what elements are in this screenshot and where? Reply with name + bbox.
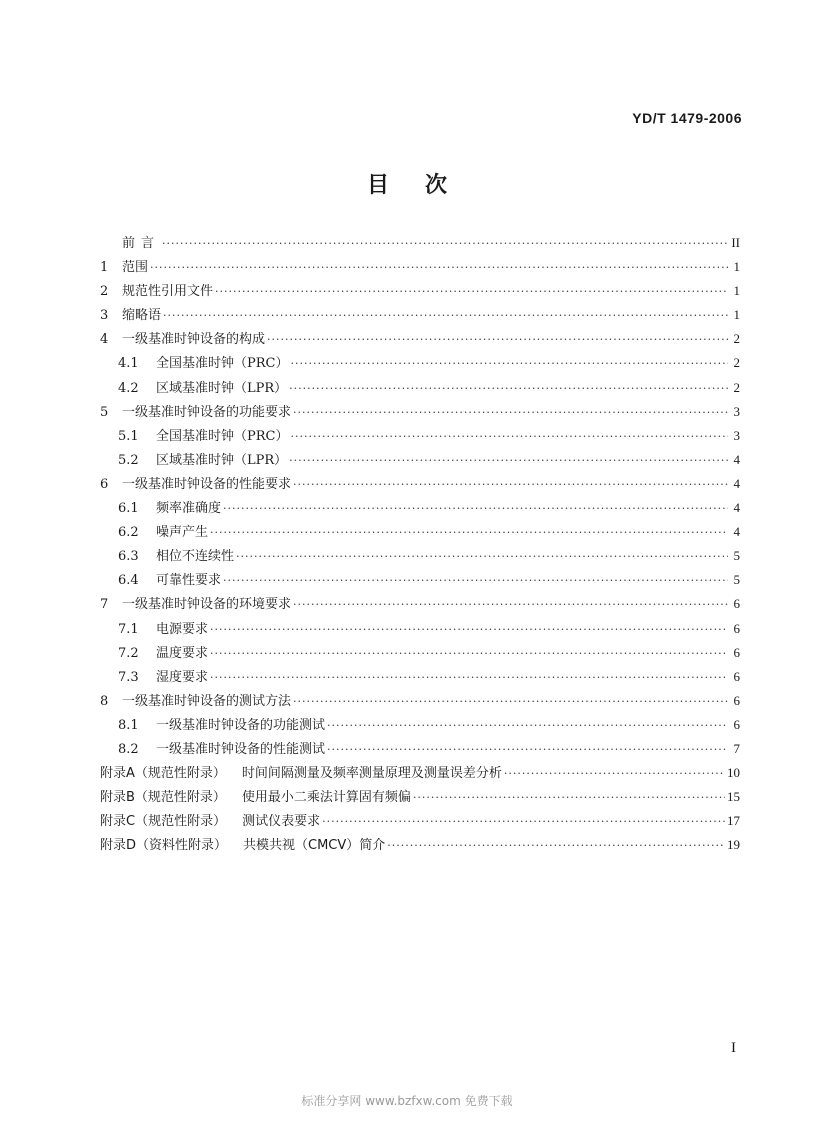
toc-appendix-entry[interactable] [100, 786, 740, 810]
appendix-label: 附录A（规范性附录） [100, 766, 226, 782]
toc-entry-label: 温度要求 [156, 645, 209, 661]
watermark-text: 标准分享网 www.bzfxw.com 免费下载 [301, 1094, 513, 1108]
toc-entry-label: 一级基准时钟设备的环境要求 [122, 597, 292, 613]
dot-leader [223, 574, 728, 587]
toc-entry-page: 6 [733, 620, 740, 636]
toc-entry-page: 2 [733, 331, 740, 347]
page-title: 目次 [366, 173, 483, 198]
toc-entry-page: 4 [733, 475, 740, 491]
toc-entry-page: 5 [733, 572, 740, 588]
toc-entry-label: 电源要求 [156, 621, 209, 637]
toc-entry-page: 1 [733, 283, 740, 299]
toc-entry[interactable] [100, 521, 740, 545]
dot-leader [413, 791, 725, 804]
toc-entry-number: 1 [100, 260, 109, 276]
toc-entry-number: 6.3 [118, 549, 139, 565]
dot-leader [293, 478, 728, 491]
toc-entry[interactable] [100, 618, 740, 642]
toc-entry-page: 6 [733, 692, 740, 708]
dot-leader [236, 550, 728, 563]
toc-entry-page: 3 [733, 403, 740, 419]
toc-entry-number: 2 [100, 284, 109, 300]
dot-leader [504, 767, 725, 780]
dot-leader [210, 526, 728, 539]
toc-entry[interactable] [100, 569, 740, 593]
toc-entry-number: 8.1 [118, 717, 139, 733]
toc-entry-page: 1 [733, 259, 740, 275]
toc-entry[interactable] [100, 425, 740, 449]
appendix-title: 使用最小二乘法计算固有频偏 [241, 790, 411, 806]
toc-entry-number: 5.1 [118, 428, 139, 444]
toc-entry-page: 4 [733, 500, 740, 516]
toc-entry-label: 全国基准时钟（PRC） [156, 428, 289, 444]
appendix-page: 19 [727, 837, 740, 853]
dot-leader [293, 598, 728, 611]
toc-entry-number: 4.2 [118, 380, 139, 396]
toc-entry[interactable] [100, 280, 740, 304]
toc-entry-page: 3 [733, 427, 740, 443]
appendix-title: 时间间隔测量及频率测量原理及测量误差分析 [241, 766, 502, 782]
toc-entry-label: 一级基准时钟设备的性能测试 [156, 741, 326, 757]
toc-entry-number: 7 [100, 597, 109, 613]
toc-entry[interactable] [100, 593, 740, 617]
toc-entry-label: 相位不连续性 [156, 549, 235, 565]
toc-entry-number: 8 [100, 693, 109, 709]
toc-entry-page: 2 [733, 379, 740, 395]
toc-entry[interactable] [100, 642, 740, 666]
appendix-page: 10 [727, 765, 740, 781]
toc-entry[interactable] [100, 738, 740, 762]
toc-entry-label: 全国基准时钟（PRC） [156, 356, 289, 372]
table-of-contents [100, 232, 740, 858]
toc-entry[interactable] [100, 377, 740, 401]
toc-entry-number: 7.3 [118, 669, 139, 685]
appendix-page: 17 [727, 813, 740, 829]
appendix-label: 附录B（规范性附录） [100, 790, 226, 806]
dot-leader [210, 647, 728, 660]
toc-appendix-entry[interactable] [100, 834, 740, 858]
toc-entry[interactable] [100, 401, 740, 425]
toc-entry-label: 可靠性要求 [156, 573, 222, 589]
toc-entry-label: 区域基准时钟（LPR） [156, 380, 288, 396]
toc-entry-label: 缩略语 [122, 308, 162, 324]
toc-appendix-entry[interactable] [100, 762, 740, 786]
toc-entry-label: 规范性引用文件 [122, 284, 214, 300]
toc-appendix-entry[interactable] [100, 810, 740, 834]
toc-entry-page: 6 [733, 668, 740, 684]
dot-leader [210, 671, 728, 684]
appendix-label: 附录C（规范性附录） [100, 814, 227, 830]
dot-leader [293, 406, 728, 419]
toc-entry[interactable] [100, 232, 740, 256]
toc-entry[interactable] [100, 328, 740, 352]
dot-leader [267, 333, 728, 346]
page-number: I [731, 1040, 736, 1056]
toc-entry-number: 5 [100, 404, 109, 420]
toc-entry-number: 4.1 [118, 356, 139, 372]
appendix-page: 15 [727, 789, 740, 805]
toc-entry-label: 噪声产生 [156, 525, 209, 541]
toc-entry-number: 7.2 [118, 645, 139, 661]
appendix-title: 测试仪表要求 [242, 814, 321, 830]
dot-leader [162, 237, 728, 250]
toc-entry-number: 5.2 [118, 452, 139, 468]
toc-entry-page: 6 [733, 596, 740, 612]
toc-entry-label: 湿度要求 [156, 669, 209, 685]
toc-entry-label: 频率准确度 [156, 501, 222, 517]
toc-entry-label: 一级基准时钟设备的构成 [122, 332, 266, 348]
standard-code: YD/T 1479-2006 [632, 110, 742, 126]
toc-entry-label: 区域基准时钟（LPR） [156, 452, 288, 468]
dot-leader [150, 261, 728, 274]
toc-entry-number: 6 [100, 476, 109, 492]
dot-leader [210, 623, 728, 636]
toc-entry-number: 3 [100, 308, 109, 324]
toc-entry-label: 一级基准时钟设备的测试方法 [122, 693, 292, 709]
toc-entry-page: 1 [733, 307, 740, 323]
appendix-title: 共模共视（CMCV）简介 [243, 838, 386, 854]
toc-entry-number: 6.2 [118, 525, 139, 541]
dot-leader [223, 502, 728, 515]
dot-leader [387, 839, 725, 852]
toc-entry-page: 4 [733, 524, 740, 540]
toc-entry-number: 7.1 [118, 621, 139, 637]
dot-leader [322, 815, 725, 828]
dot-leader [215, 285, 728, 298]
dot-leader [327, 719, 728, 732]
toc-entry[interactable] [100, 304, 740, 328]
dot-leader [290, 357, 728, 370]
toc-entry-page: 6 [733, 644, 740, 660]
dot-leader [289, 382, 728, 395]
toc-entry-label: 前言 [122, 236, 161, 251]
toc-entry-page: 2 [733, 355, 740, 371]
appendix-label: 附录D（资料性附录） [100, 838, 228, 854]
toc-entry[interactable] [100, 473, 740, 497]
toc-entry[interactable] [100, 449, 740, 473]
dot-leader [290, 430, 728, 443]
toc-entry[interactable] [100, 256, 740, 280]
dot-leader [289, 454, 728, 467]
toc-entry-label: 范围 [122, 260, 149, 276]
toc-entry-number: 4 [100, 332, 109, 348]
toc-entry-label: 一级基准时钟设备的性能要求 [122, 476, 292, 492]
toc-entry-label: 一级基准时钟设备的功能要求 [122, 404, 292, 420]
toc-entry-number: 6.4 [118, 573, 139, 589]
toc-entry[interactable] [100, 666, 740, 690]
dot-leader [293, 695, 728, 708]
toc-entry-page: 4 [733, 451, 740, 467]
toc-entry-page: 7 [733, 740, 740, 756]
toc-entry-number: 6.1 [118, 501, 139, 517]
toc-entry[interactable] [100, 690, 740, 714]
toc-entry-label: 一级基准时钟设备的功能测试 [156, 717, 326, 733]
dot-leader [163, 309, 728, 322]
toc-entry[interactable] [100, 352, 740, 376]
toc-entry-page: 6 [733, 716, 740, 732]
toc-entry-page: II [731, 235, 740, 250]
toc-entry-number: 8.2 [118, 741, 139, 757]
dot-leader [327, 743, 728, 756]
toc-entry[interactable] [100, 714, 740, 738]
toc-entry[interactable] [100, 545, 740, 569]
toc-entry[interactable] [100, 497, 740, 521]
toc-entry-page: 5 [733, 548, 740, 564]
